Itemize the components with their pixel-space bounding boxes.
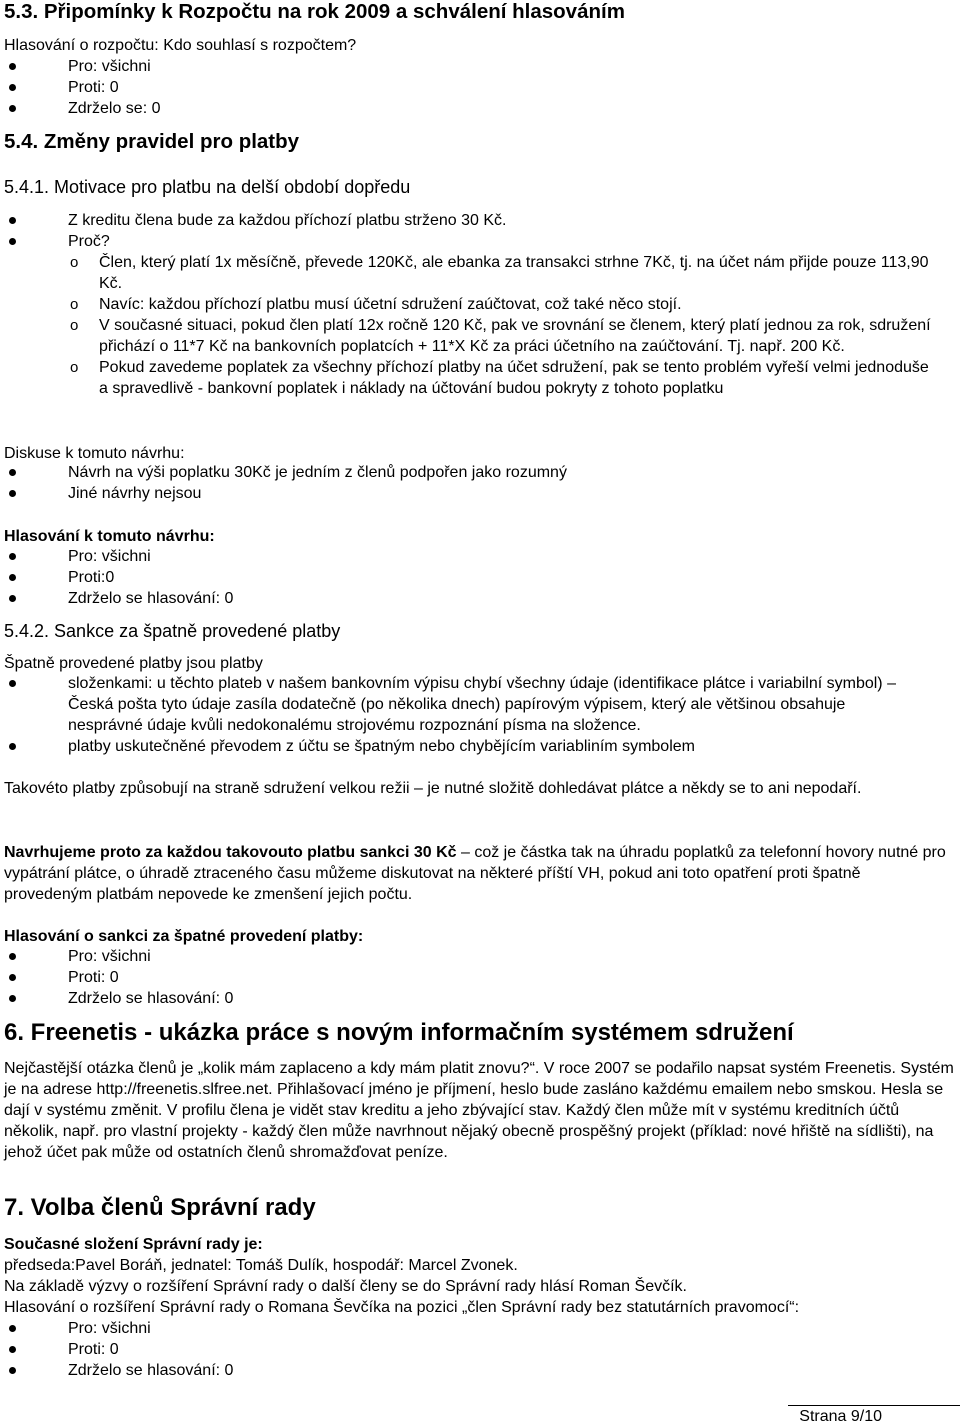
reason-item: o V současné situaci, pokud člen platí 12x ročně 120 Kč, pak ve srovnání se členem, který platí jednou za rok, sdružení přichází o 11*7 Kč na bankovních poplatcích + 11*X Kč za práci účetního na zaúčtování. Tj. např. 200 Kč. (4, 315, 936, 357)
footer-divider (788, 1405, 960, 1406)
discussion-item: Jiné návrhy nejsou (4, 483, 956, 504)
section-heading-7: 7. Volba členů Správní rady (4, 1194, 316, 1221)
vote-abstain: Zdrželo se hlasování: 0 (4, 988, 956, 1009)
reason-item: o Člen, který platí 1x měsíčně, převede 120Kč, ale ebanka za transakci strhne 7Kč, tj. na účet nám přijde pouze 113,90 Kč. (4, 252, 936, 294)
vote-list-7 (4, 1318, 956, 1381)
proposal-bold: Navrhujeme proto za každou takovouto platbu sankci 30 Kč (4, 844, 457, 861)
vote-label-5-4-1: Hlasování k tomuto návrhu: (4, 528, 215, 545)
bad-payment-item: platby uskutečněné převodem z účtu se špatným nebo chybějícím variabliním symbolem (4, 736, 896, 757)
vote-list-5-4-1 (4, 546, 956, 609)
overhead-paragraph: Takovéto platby způsobují na straně sdružení velkou režii – je nutné složitě dohledávat plátce a někdy se to ani nepodaří. (4, 780, 862, 797)
reasons-list (4, 252, 936, 399)
board-composition-label: Současné složení Správní rady je: (4, 1236, 263, 1253)
freenetis-paragraph: Nejčastější otázka členů je „kolik mám zaplaceno a kdy mám platit znovu?“. V roce 2007 se podařilo napsat systém Freenetis. Systém je na adrese http://freenetis.slfree.net. Přihlašovací jméno je příjmení, heslo bude zasláno každému emailem nebo smskou. Hesla se dají v systému změnit. V profilu člena je vidět stav kreditu a jeho zbývající stav. Každý člen může mít v systému kreditních účtů několik, např. pro vlastní projekty - každý člen může navrhnout nějaký obecně prospěšný projekt (příklad: nové hřiště na sídlišti), na jehož účet pak může od ostatních členů shromažďovat peníze. (4, 1060, 954, 1161)
bad-payments-list (4, 673, 896, 757)
section-heading-5-3: 5.3. Připomínky k Rozpočtu na rok 2009 a schválení hlasováním (4, 0, 625, 23)
motivation-item: Z kreditu člena bude za každou příchozí platbu strženo 30 Kč. (4, 210, 956, 231)
discussion-label: Diskuse k tomuto návrhu: (4, 445, 185, 462)
vote-for: Pro: všichni (4, 946, 956, 967)
vote-against: Proti: 0 (4, 967, 956, 988)
vote-list-5-3 (4, 56, 956, 119)
vote-for: Pro: všichni (4, 56, 956, 77)
motivation-list (4, 210, 956, 252)
vote-for: Pro: všichni (4, 546, 956, 567)
motivation-item: Proč? (4, 231, 956, 252)
proposal-paragraph (4, 842, 952, 905)
section-heading-5-4-1: 5.4.1. Motivace pro platbu na delší období dopředu (4, 177, 411, 197)
vote-list-5-4-2 (4, 946, 956, 1009)
bad-payment-item: složenkami: u těchto plateb v našem bankovním výpisu chybí všechny údaje (identifikace plátce i variabilní symbol) – Česká pošta tyto údaje zasíla dodatečně (po několika dnech) papírovým výpisem, který ale většinou obsahuje nesprávné údaje kvůli nedokonalému strojovému rozpoznání písma na složence. (4, 673, 896, 736)
proposal-rest: – což je částka tak na úhradu poplatků za telefonní hovory nutné pro vypátrání plátce, o úhradě ztraceného času můžeme diskutovat na některé příští VH, pokud ani toto opatření proti špatně provedeným platbám nepovede ke zmenšení jejich počtu. (4, 844, 946, 903)
reason-item: o Pokud zavedeme poplatek za všechny příchozí platby na účet sdružení, pak se tento problém vyřeší velmi jednoduše a spravedlivě - bankovní poplatek i náklady na účtování budou pokryty z tohoto poplatku (4, 357, 936, 399)
vote-against: Proti: 0 (4, 77, 956, 98)
vote-against: Proti:0 (4, 567, 956, 588)
bad-payments-intro: Špatně provedené platby jsou platby (4, 655, 263, 672)
vote-question: Hlasování o rozpočtu: Kdo souhlasí s rozpočtem? (4, 37, 357, 54)
section-heading-6: 6. Freenetis - ukázka práce s novým informačním systémem sdružení (4, 1019, 794, 1046)
section-heading-5-4-2: 5.4.2. Sankce za špatně provedené platby (4, 621, 341, 641)
vote-abstain: Zdrželo se: 0 (4, 98, 956, 119)
vote-label-5-4-2: Hlasování o sankci za špatné provedení platby: (4, 928, 364, 945)
discussion-list (4, 462, 956, 504)
vote-abstain: Zdrželo se hlasování: 0 (4, 1360, 956, 1381)
reason-item: o Navíc: každou příchozí platbu musí účetní sdružení zaúčtovat, což také něco stojí. (4, 294, 936, 315)
board-vote-question: Hlasování o rozšíření Správní rady o Romana Ševčíka na pozici „člen Správní rady bez statutárních pravomocí“: (4, 1299, 800, 1316)
vote-abstain: Zdrželo se hlasování: 0 (4, 588, 956, 609)
vote-against: Proti: 0 (4, 1339, 956, 1360)
board-expansion: Na základě výzvy o rozšíření Správní rady o další členy se do Správní rady hlásí Roman Ševčík. (4, 1278, 687, 1295)
discussion-item: Návrh na výši poplatku 30Kč je jedním z členů podpořen jako rozumný (4, 462, 956, 483)
vote-for: Pro: všichni (4, 1318, 956, 1339)
section-heading-5-4: 5.4. Změny pravidel pro platby (4, 130, 300, 153)
page-number: Strana 9/10 (799, 1408, 882, 1425)
board-members: předseda:Pavel Boráň, jednatel: Tomáš Dulík, hospodář: Marcel Zvonek. (4, 1257, 518, 1274)
